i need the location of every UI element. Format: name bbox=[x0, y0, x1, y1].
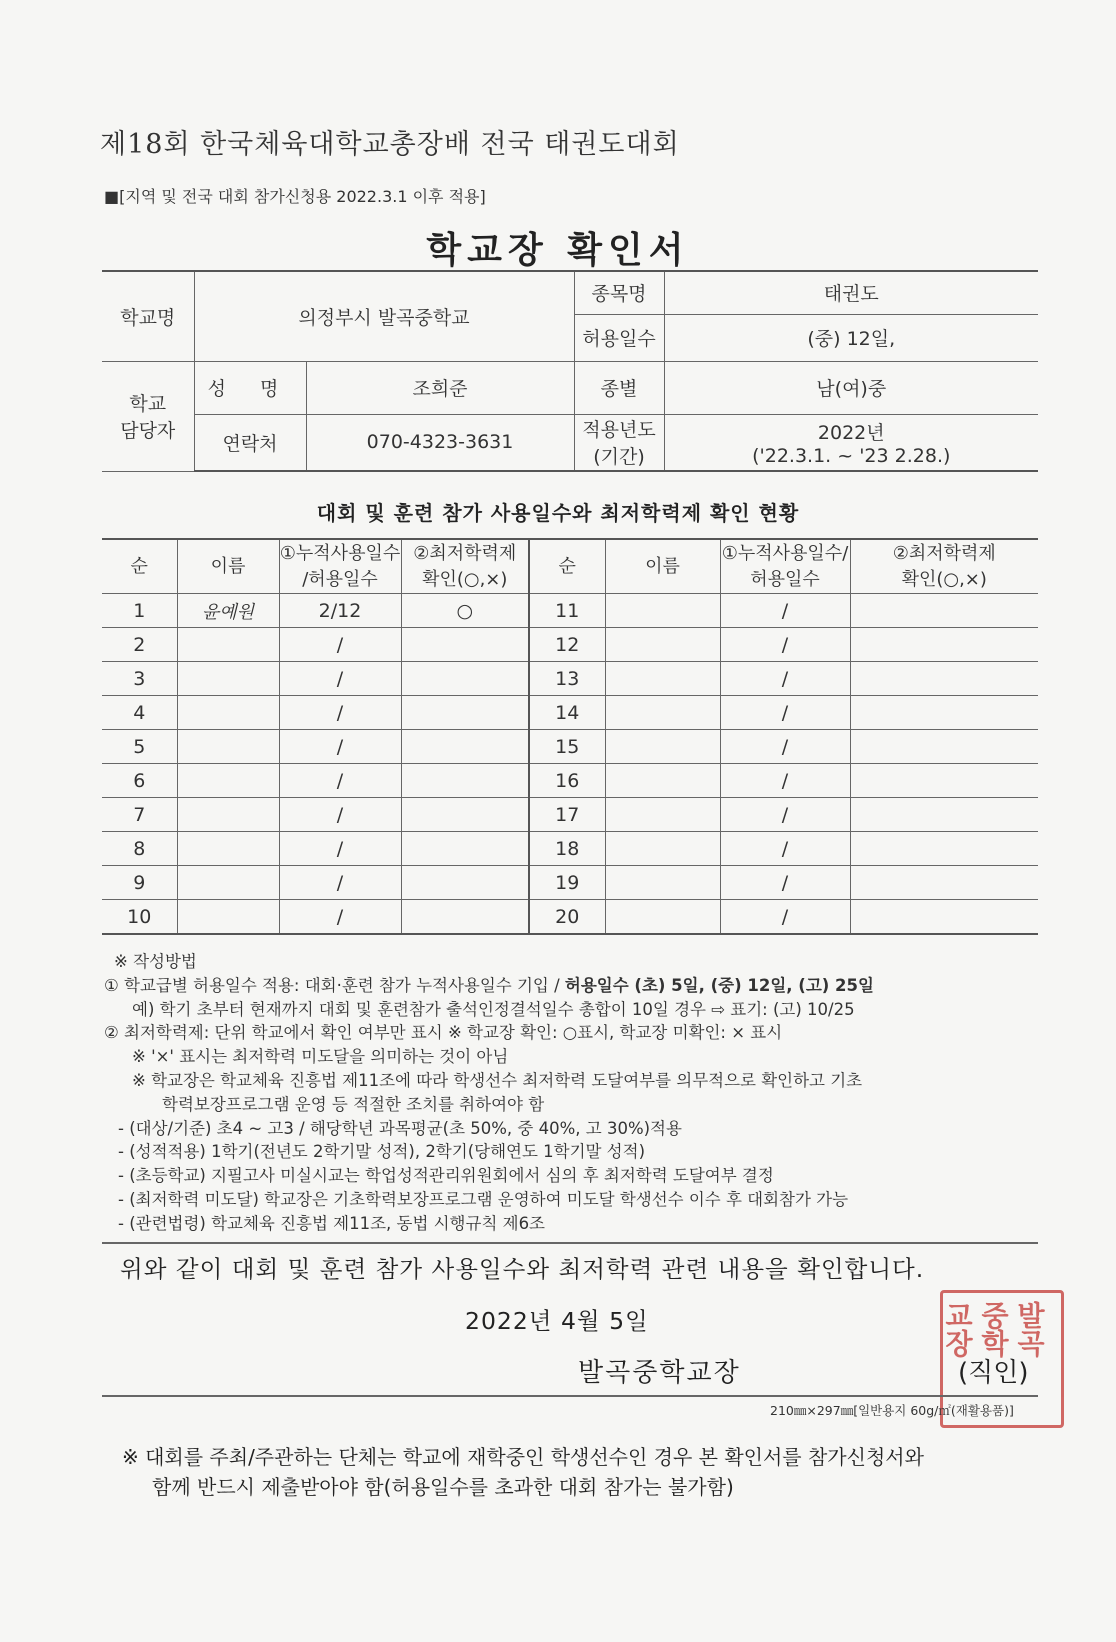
student-name-right bbox=[605, 696, 720, 730]
row-number-right: 11 bbox=[529, 594, 605, 628]
applicability-note: ■[지역 및 전국 대회 참가신청용 2022.3.1 이후 적용] bbox=[104, 187, 486, 206]
footer-line: ※ 대회를 주최/주관하는 단체는 학교에 재학중인 학생선수인 경우 본 확인서를 참가신청서와 bbox=[122, 1445, 924, 1469]
student-name-right bbox=[605, 662, 720, 696]
student-name bbox=[177, 832, 279, 866]
divider bbox=[102, 1242, 1038, 1244]
year-label-line1: 적용년도 bbox=[582, 419, 656, 442]
cumulative-days: / bbox=[279, 764, 401, 798]
student-name-right bbox=[605, 730, 720, 764]
cumulative-days-right: / bbox=[720, 594, 850, 628]
row-number-right: 12 bbox=[529, 628, 605, 662]
min-achievement-check bbox=[401, 798, 529, 832]
row-number-right: 20 bbox=[529, 900, 605, 935]
manager-label bbox=[102, 361, 194, 471]
student-name-right bbox=[605, 764, 720, 798]
status-table-header bbox=[102, 539, 1038, 594]
student-name bbox=[177, 730, 279, 764]
instruction-line: - (성적적용) 1학기(전년도 2학기말 성적), 2학기(당해연도 1학기말 성적) bbox=[118, 1142, 646, 1162]
paper-spec: 210㎜×297㎜[일반용지 60g/㎡(재활용품)] bbox=[770, 1403, 1014, 1418]
cumulative-days-right: / bbox=[720, 832, 850, 866]
student-name-right bbox=[605, 594, 720, 628]
year-label bbox=[574, 414, 664, 471]
cumulative-days: / bbox=[279, 628, 401, 662]
min-achievement-check bbox=[401, 696, 529, 730]
row-number: 5 bbox=[102, 730, 177, 764]
instruction-line: 학력보장프로그램 운영 등 적절한 조치를 취하여야 함 bbox=[162, 1094, 545, 1114]
header-min-right-line2: 확인(○,×) bbox=[901, 568, 987, 590]
student-name-right bbox=[605, 900, 720, 935]
cumulative-days: 2/12 bbox=[279, 594, 401, 628]
student-name bbox=[177, 628, 279, 662]
cumulative-days-right: / bbox=[720, 764, 850, 798]
cumulative-days: / bbox=[279, 866, 401, 900]
status-row bbox=[102, 900, 1038, 935]
instructions-heading: ※ 작성방법 bbox=[114, 952, 197, 971]
min-achievement-check-right bbox=[850, 730, 1038, 764]
student-name bbox=[177, 764, 279, 798]
header-no-right: 순 bbox=[529, 539, 605, 594]
instruction-highlight: 허용일수 (초) 5일, (중) 12일, (고) 25일 bbox=[564, 975, 874, 995]
min-achievement-check-right bbox=[850, 900, 1038, 935]
min-achievement-check bbox=[401, 628, 529, 662]
cumulative-days: / bbox=[279, 662, 401, 696]
status-row bbox=[102, 662, 1038, 696]
cumulative-days-right: / bbox=[720, 900, 850, 935]
student-name bbox=[177, 798, 279, 832]
school-name-label: 학교명 bbox=[102, 271, 194, 361]
min-achievement-check bbox=[401, 866, 529, 900]
min-achievement-check bbox=[401, 764, 529, 798]
min-achievement-check-right bbox=[850, 594, 1038, 628]
student-name: 윤예원 bbox=[177, 594, 279, 628]
instruction-line bbox=[104, 974, 1044, 998]
status-row bbox=[102, 696, 1038, 730]
min-achievement-check bbox=[401, 900, 529, 935]
footer-note bbox=[122, 1442, 1072, 1502]
instruction-line: 예) 학기 초부터 현재까지 대회 및 훈련참가 출석인정결석일수 총합이 10일 경우 ⇨ 표기: (고) 10/25 bbox=[132, 999, 855, 1019]
status-row bbox=[102, 594, 1038, 628]
header-min bbox=[401, 539, 529, 594]
header-no: 순 bbox=[102, 539, 177, 594]
manager-label-line1: 학교 bbox=[129, 393, 167, 415]
header-min-right-line1: ②최저학력제 bbox=[892, 542, 996, 564]
allowed-days-value: (중) 12일, bbox=[664, 314, 1038, 361]
instruction-line: - (대상/기준) 초4 ~ 고3 / 해당학년 과목평균(초 50%, 중 40%, 고 30%)적용 bbox=[118, 1118, 682, 1138]
status-table bbox=[102, 538, 1038, 935]
cumulative-days-right: / bbox=[720, 662, 850, 696]
header-days-right bbox=[720, 539, 850, 594]
instruction-line: ※ 학교장은 학교체육 진흥법 제11조에 따라 학생선수 최저학력 도달여부를 의무적으로 확인하고 기초 bbox=[132, 1070, 863, 1090]
row-number: 1 bbox=[102, 594, 177, 628]
instruction-line: - (초등학교) 지필고사 미실시교는 학업성적관리위원회에서 심의 후 최저학력 도달여부 결정 bbox=[118, 1166, 774, 1186]
student-name bbox=[177, 662, 279, 696]
cumulative-days: / bbox=[279, 832, 401, 866]
min-achievement-check-right bbox=[850, 798, 1038, 832]
header-days bbox=[279, 539, 401, 594]
year-value-line1: 2022년 bbox=[817, 421, 885, 444]
manager-name-value: 조희준 bbox=[306, 361, 574, 414]
cumulative-days: / bbox=[279, 696, 401, 730]
manager-label-line2: 담당자 bbox=[120, 420, 176, 442]
event-label: 종목명 bbox=[574, 271, 664, 314]
gender-label: 종별 bbox=[574, 361, 664, 414]
contact-label: 연락처 bbox=[194, 414, 306, 471]
header-name-right: 이름 bbox=[605, 539, 720, 594]
row-number: 8 bbox=[102, 832, 177, 866]
cumulative-days-right: / bbox=[720, 798, 850, 832]
min-achievement-check bbox=[401, 730, 529, 764]
header-name: 이름 bbox=[177, 539, 279, 594]
student-name-right bbox=[605, 798, 720, 832]
seal-glyph: 교장 bbox=[941, 1301, 974, 1357]
min-achievement-check bbox=[401, 662, 529, 696]
cumulative-days-right: / bbox=[720, 696, 850, 730]
min-achievement-check bbox=[401, 832, 529, 866]
status-row bbox=[102, 832, 1038, 866]
row-number: 9 bbox=[102, 866, 177, 900]
seal-glyph: 발곡 bbox=[1013, 1301, 1046, 1357]
row-number-right: 13 bbox=[529, 662, 605, 696]
confirmation-statement: 위와 같이 대회 및 훈련 참가 사용일수와 최저학력 관련 내용을 확인합니다. bbox=[120, 1255, 925, 1283]
header-min-line2: 확인(○,×) bbox=[422, 568, 508, 590]
min-achievement-check-right bbox=[850, 662, 1038, 696]
student-name bbox=[177, 696, 279, 730]
year-value-line2: ('22.3.1. ~ '23 2.28.) bbox=[752, 444, 951, 467]
school-name-value: 의정부시 발곡중학교 bbox=[194, 271, 574, 361]
min-achievement-check-right bbox=[850, 832, 1038, 866]
seal-label: (직인) bbox=[958, 1358, 1029, 1388]
header-days-right-line2: 허용일수 bbox=[750, 568, 820, 590]
row-number: 3 bbox=[102, 662, 177, 696]
row-number-right: 14 bbox=[529, 696, 605, 730]
cumulative-days-right: / bbox=[720, 628, 850, 662]
min-achievement-check-right bbox=[850, 628, 1038, 662]
school-info-table bbox=[102, 270, 1038, 472]
event-title: 제18회 한국체육대학교총장배 전국 태권도대회 bbox=[100, 129, 680, 160]
instruction-line: ※ '×' 표시는 최저학력 미도달을 의미하는 것이 아님 bbox=[132, 1047, 509, 1067]
student-name-right bbox=[605, 866, 720, 900]
cumulative-days: / bbox=[279, 798, 401, 832]
instruction-line: - (관련법령) 학교체육 진흥법 제11조, 동법 시행규칙 제6조 bbox=[118, 1213, 545, 1233]
cumulative-days-right: / bbox=[720, 866, 850, 900]
row-number: 4 bbox=[102, 696, 177, 730]
year-value bbox=[664, 414, 1038, 471]
row-number: 10 bbox=[102, 900, 177, 935]
cumulative-days-right: / bbox=[720, 730, 850, 764]
min-achievement-check-right bbox=[850, 764, 1038, 798]
principal-title: 발곡중학교장 bbox=[578, 1358, 741, 1388]
header-min-line1: ②최저학력제 bbox=[413, 542, 517, 564]
document-title: 학교장 확인서 bbox=[426, 230, 690, 271]
cumulative-days: / bbox=[279, 730, 401, 764]
row-number: 2 bbox=[102, 628, 177, 662]
year-label-line2: (기간) bbox=[593, 446, 645, 469]
row-number-right: 15 bbox=[529, 730, 605, 764]
row-number: 7 bbox=[102, 798, 177, 832]
row-number: 6 bbox=[102, 764, 177, 798]
student-name-right bbox=[605, 628, 720, 662]
contact-value: 070-4323-3631 bbox=[306, 414, 574, 471]
min-achievement-check-right bbox=[850, 696, 1038, 730]
min-achievement-check-right bbox=[850, 866, 1038, 900]
student-name-right bbox=[605, 832, 720, 866]
writing-instructions bbox=[104, 950, 1044, 1236]
status-section-title: 대회 및 훈련 참가 사용일수와 최저학력제 확인 현황 bbox=[316, 501, 800, 525]
instruction-line: - (최저학력 미도달) 학교장은 기초학력보장프로그램 운영하여 미도달 학생선수 이수 후 대회참가 가능 bbox=[118, 1189, 849, 1209]
status-row bbox=[102, 866, 1038, 900]
student-name bbox=[177, 866, 279, 900]
header-days-line1: ①누적사용일수 bbox=[279, 542, 401, 564]
instruction-line: ② 최저학력제: 단위 학교에서 확인 여부만 표시 ※ 학교장 확인: ○표시, 학교장 미확인: × 표시 bbox=[104, 1023, 783, 1043]
row-number-right: 17 bbox=[529, 798, 605, 832]
seal-glyph: 중학 bbox=[977, 1301, 1010, 1357]
header-days-right-line1: ①누적사용일수/ bbox=[721, 542, 849, 564]
header-min-right bbox=[850, 539, 1038, 594]
confirmation-date: 2022년 4월 5일 bbox=[465, 1307, 649, 1335]
gender-value: 남(여)중 bbox=[664, 361, 1038, 414]
divider bbox=[102, 1395, 1038, 1397]
header-days-line2: /허용일수 bbox=[302, 568, 378, 590]
cumulative-days: / bbox=[279, 900, 401, 935]
allowed-days-label: 허용일수 bbox=[574, 314, 664, 361]
student-name bbox=[177, 900, 279, 935]
status-row bbox=[102, 628, 1038, 662]
status-row bbox=[102, 730, 1038, 764]
instruction-text: ① 학교급별 허용일수 적용: 대회·훈련 참가 누적사용일수 기입 / bbox=[104, 975, 565, 995]
footer-line: 함께 반드시 제출받아야 함(허용일수를 초과한 대회 참가는 불가함) bbox=[152, 1475, 734, 1499]
manager-name-label: 성 명 bbox=[194, 361, 306, 414]
status-row bbox=[102, 764, 1038, 798]
row-number-right: 19 bbox=[529, 866, 605, 900]
event-value: 태권도 bbox=[664, 271, 1038, 314]
status-row bbox=[102, 798, 1038, 832]
row-number-right: 18 bbox=[529, 832, 605, 866]
row-number-right: 16 bbox=[529, 764, 605, 798]
min-achievement-check: ○ bbox=[401, 594, 529, 628]
